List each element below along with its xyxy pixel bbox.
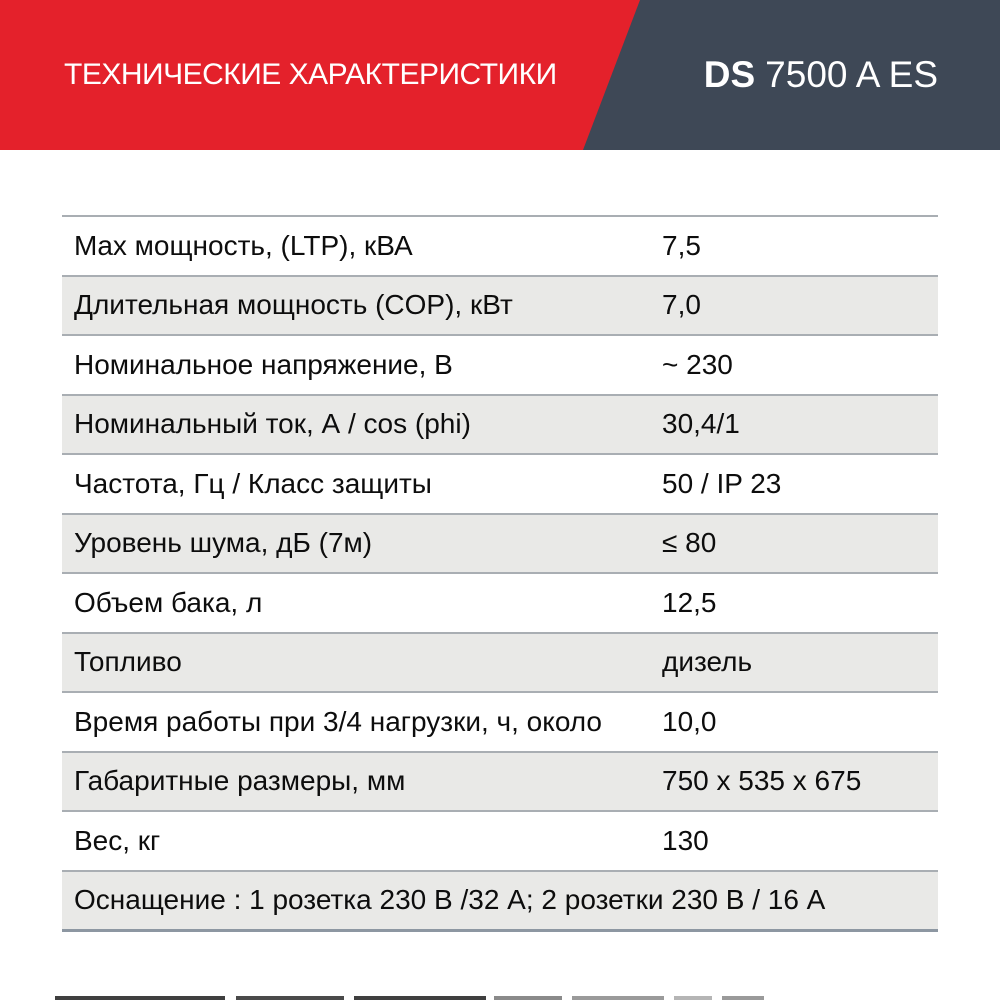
table-row xyxy=(62,812,938,872)
model-name-series: DS xyxy=(703,54,756,95)
spec-label: Топливо xyxy=(74,646,182,678)
spec-value: ~ 230 xyxy=(662,348,733,380)
table-row xyxy=(62,277,938,337)
barcode-segment xyxy=(674,996,712,1000)
barcode-segment xyxy=(354,996,486,1000)
table-row xyxy=(62,515,938,575)
spec-label: Длительная мощность (COP), кВт xyxy=(74,289,513,321)
barcode-segment xyxy=(494,996,562,1000)
barcode-segment xyxy=(55,996,225,1000)
spec-label: Вес, кг xyxy=(74,824,161,856)
spec-value: дизель xyxy=(662,646,753,678)
spec-label: Номинальный ток, А / cos (phi) xyxy=(74,408,471,440)
table-row xyxy=(62,396,938,456)
spec-label: Частота, Гц / Класс защиты xyxy=(74,467,432,499)
table-row xyxy=(62,455,938,515)
barcode-segment xyxy=(722,996,764,1000)
model-name xyxy=(704,0,938,150)
spec-label: Уровень шума, дБ (7м) xyxy=(74,527,373,559)
spec-label: Объем бака, л xyxy=(74,586,263,618)
table-row xyxy=(62,574,938,634)
model-name-number: 7500 A ES xyxy=(765,54,938,95)
spec-value: 10,0 xyxy=(662,705,717,737)
spec-table xyxy=(62,215,938,932)
spec-label: Время работы при 3/4 нагрузки, ч, около xyxy=(74,705,602,737)
barcode-segment xyxy=(572,996,664,1000)
spec-value: 12,5 xyxy=(662,586,717,618)
table-row xyxy=(62,753,938,813)
spec-label: Габаритные размеры, мм xyxy=(74,765,406,797)
spec-value: 30,4/1 xyxy=(662,408,740,440)
spec-label: Max мощность, (LTP), кВА xyxy=(74,229,413,261)
table-row xyxy=(62,217,938,277)
spec-value: 7,5 xyxy=(662,229,701,261)
header-banner xyxy=(0,0,1000,150)
page-title: ТЕХНИЧЕСКИЕ ХАРАКТЕРИСТИКИ xyxy=(64,58,557,91)
barcode-segment xyxy=(236,996,344,1000)
barcode xyxy=(0,996,1000,1000)
table-row xyxy=(62,634,938,694)
spec-label: Оснащение : 1 розетка 230 В /32 А; 2 розетки 230 В / 16 А xyxy=(74,884,826,916)
table-row xyxy=(62,872,938,933)
spec-value: 750 x 535 x 675 xyxy=(662,765,862,797)
spec-value: 130 xyxy=(662,824,709,856)
spec-label: Номинальное напряжение, В xyxy=(74,348,453,380)
table-row xyxy=(62,693,938,753)
spec-value: 7,0 xyxy=(662,289,701,321)
table-row xyxy=(62,336,938,396)
spec-value: 50 / IP 23 xyxy=(662,467,782,499)
spec-value: ≤ 80 xyxy=(662,527,717,559)
